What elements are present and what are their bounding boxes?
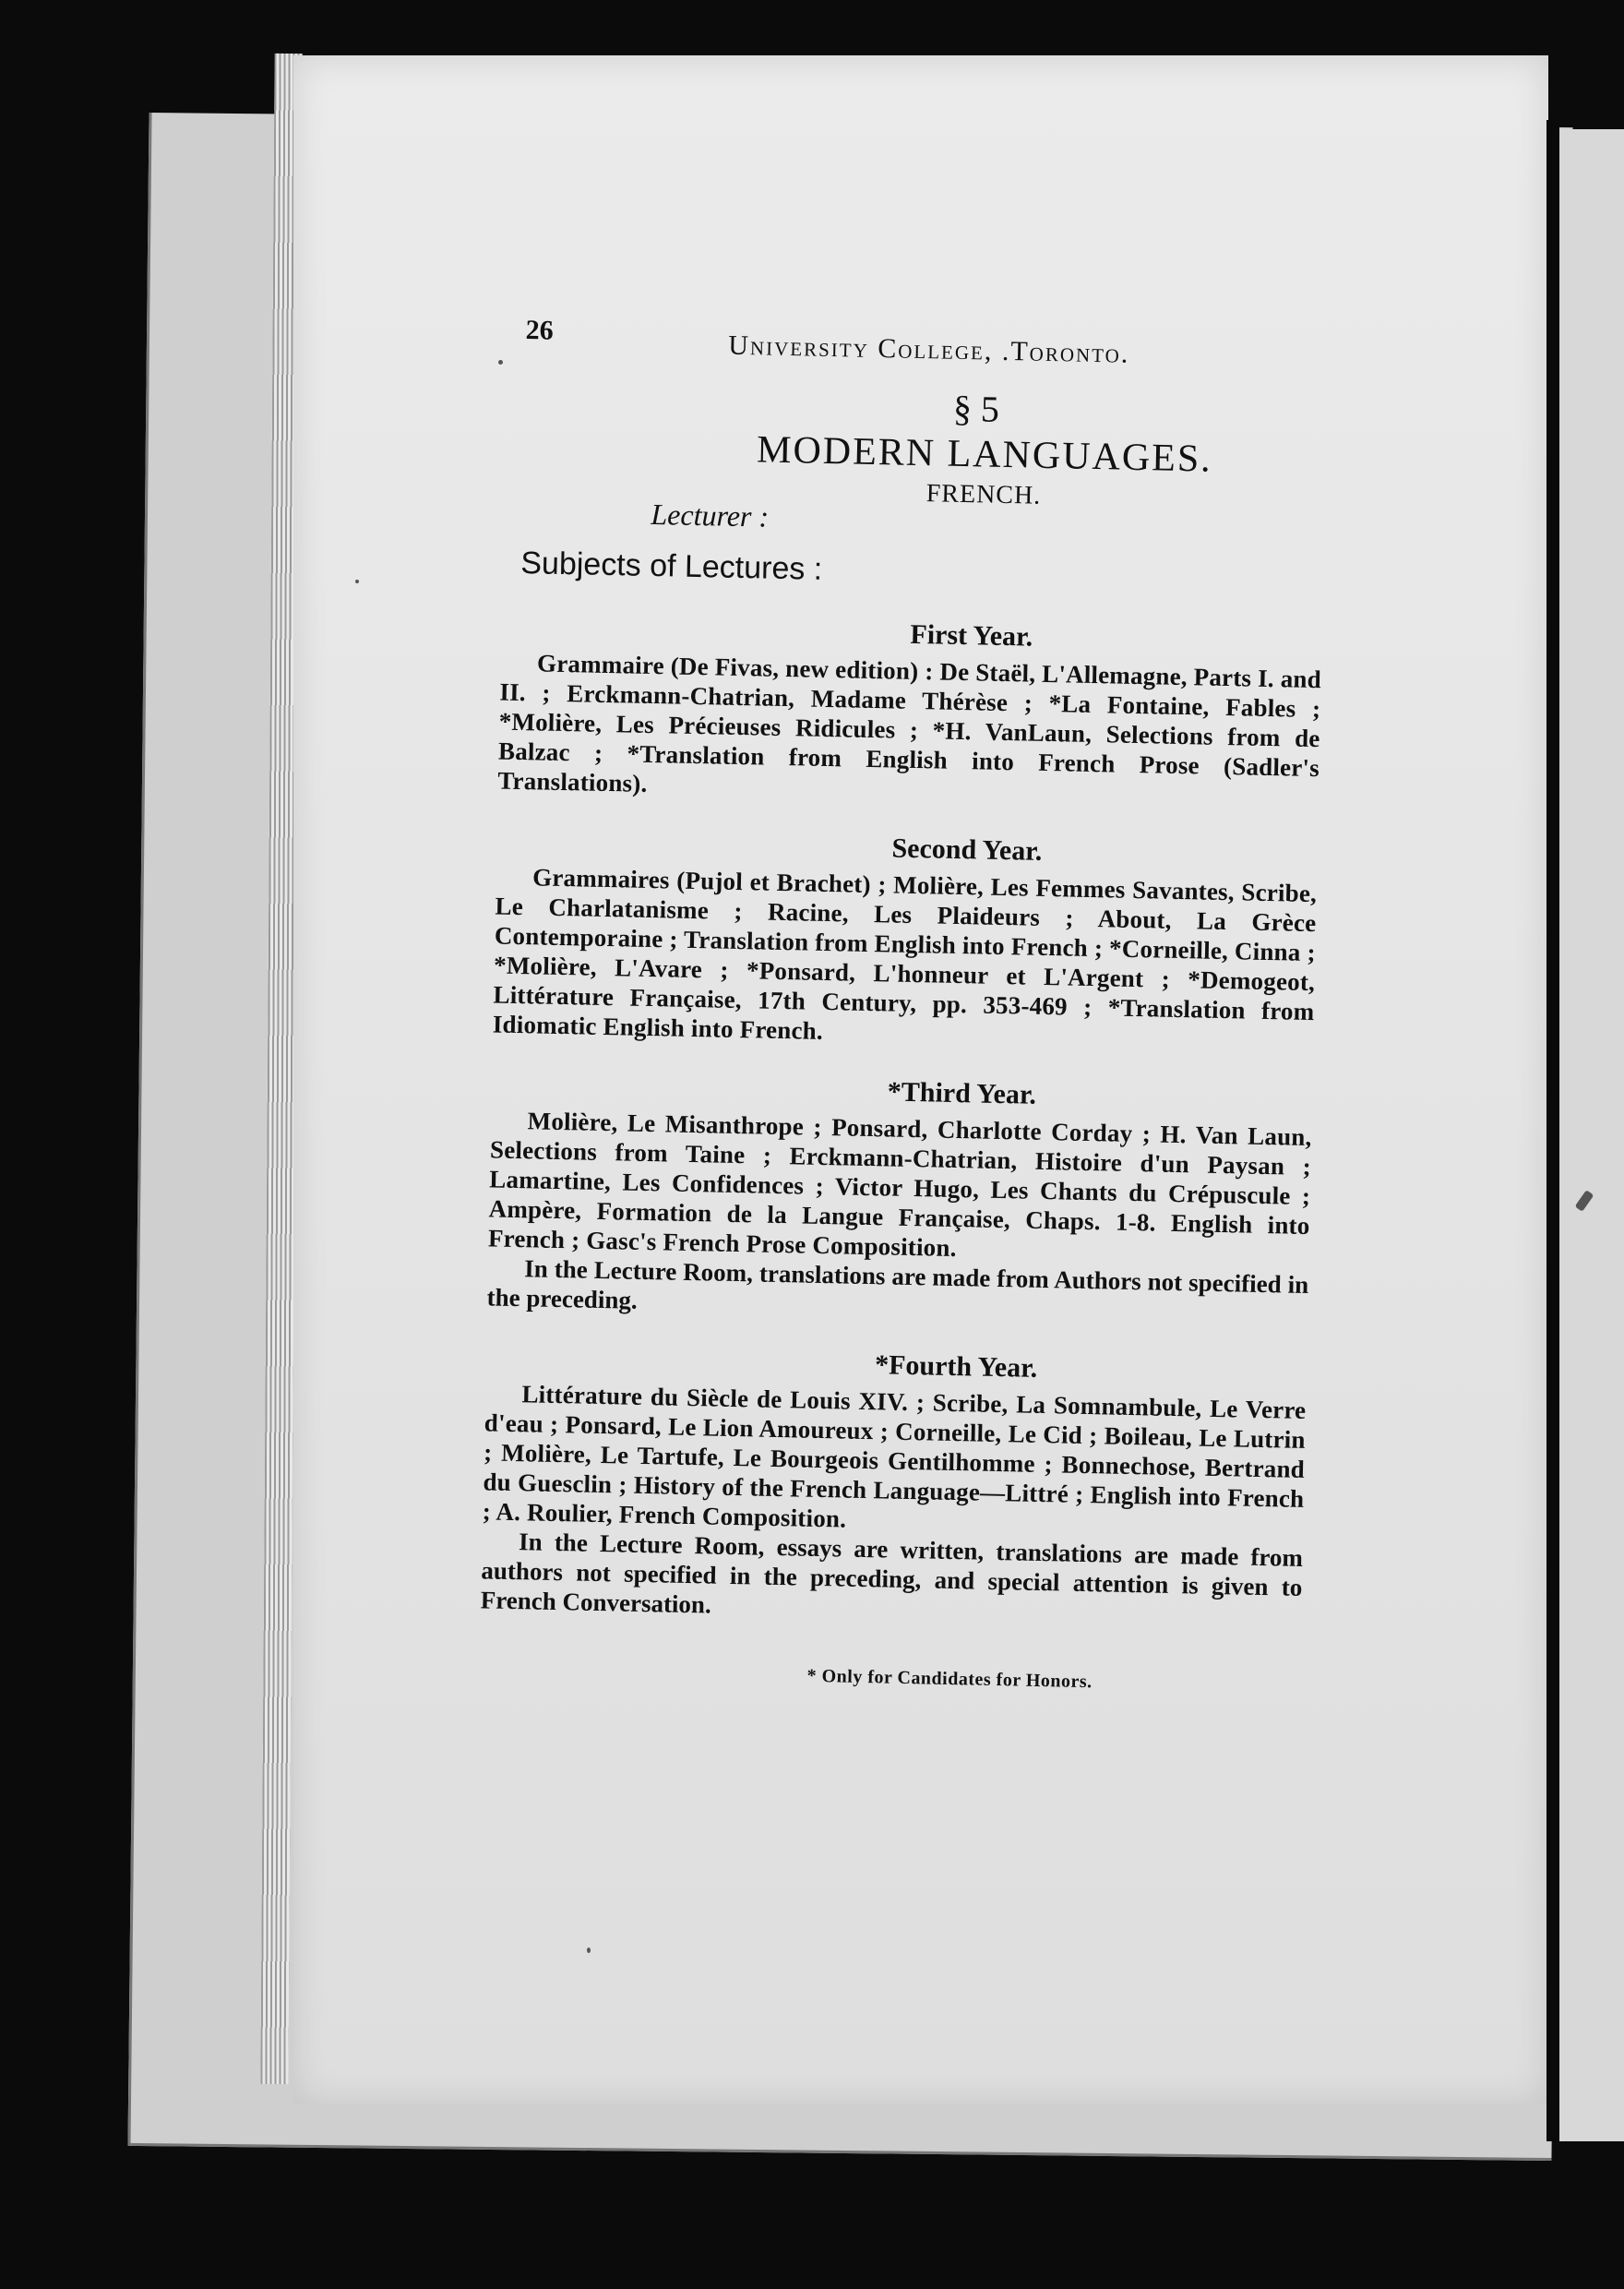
subjects-label: Subjects of Lectures : <box>519 545 823 587</box>
scan-speck <box>587 1947 591 1953</box>
year-body: Molière, Le Misanthrope ; Ponsard, Charlotte Corday ; H. Van Laun, Selections from Taine ; Erckmann-Chatrian, Histoire d'un Paysan ; Lamartine, Les Confidences ; Victor Hugo, Les Chants du Crépuscule ; Ampère, Formation de la Langue Française, Chaps. 1-8. English into French ; Gasc's French Prose Composition. <box>487 1107 1312 1263</box>
lecturer-label: Lecturer : <box>651 497 770 533</box>
scan-speck <box>355 580 359 583</box>
year-note: In the Lecture Room, essays are written, translations are made from authors not specified in the preceding, and special attention is given to French Conversation. <box>480 1528 1304 1619</box>
section-title: MODERN LANGUAGES. <box>756 428 1213 481</box>
year-heading: Second Year. <box>891 833 1043 867</box>
year-block-third <box>459 1068 1312 1329</box>
footnote: * Only for Candidates for Honors. <box>806 1665 1093 1693</box>
subsection-title: FRENCH. <box>925 479 1042 510</box>
binding-shadow <box>1546 120 1559 2141</box>
year-block-second <box>465 824 1319 1056</box>
section-mark: § 5 <box>952 387 1000 430</box>
year-body: Grammaire (De Fivas, new edition) : De Staël, L'Allemagne, Parts I. and II. ; Erckmann-Chatrian, Madame Thérèse ; *La Fontaine, Fables ; *Molière, Les Précieuses Ridicules ; *H. VanLaun, Selections from de Balzac ; *Translation from English into French Prose (Sadler's Translations). <box>497 649 1322 797</box>
year-heading: First Year. <box>910 618 1033 653</box>
page-content <box>447 314 1328 1900</box>
running-head: University College, .Toronto. <box>727 330 1130 369</box>
year-body: Grammaires (Pujol et Brachet) ; Molière, Les Femmes Savantes, Scribe, Le Charlatanisme ; Racine, Les Plaideurs ; About, La Grèce Contemporaine ; Translation from English into French ; *Corneille, Cinna ; *Molière, L'Avare ; *Ponsard, L'honneur et L'Argent ; *Demogeot, Littérature Française, 17th Century, pp. 353-469 ; *Translation from Idiomatic English into French. <box>492 863 1318 1045</box>
page-number: 26 <box>525 315 554 346</box>
year-block-first <box>470 610 1322 812</box>
year-block-fourth <box>452 1341 1307 1632</box>
year-heading: *Third Year. <box>887 1076 1037 1110</box>
facing-page-edge <box>1559 129 1624 2141</box>
year-heading: *Fourth Year. <box>874 1349 1038 1384</box>
year-body: Littérature du Siècle de Louis XIV. ; Scribe, La Somnambule, Le Verre d'eau ; Ponsard, Le Lion Amoureux ; Corneille, Le Cid ; Boileau, Le Lutrin ; Molière, Le Tartufe, Le Bourgeois Gentilhomme ; Bonnechose, Bertrand du Guesclin ; History of the French Language—Littré ; English into French ; A. Roulier, French Composition. <box>482 1380 1307 1533</box>
year-note: In the Lecture Room, translations are made from Authors not specified in the preceding. <box>486 1254 1309 1314</box>
